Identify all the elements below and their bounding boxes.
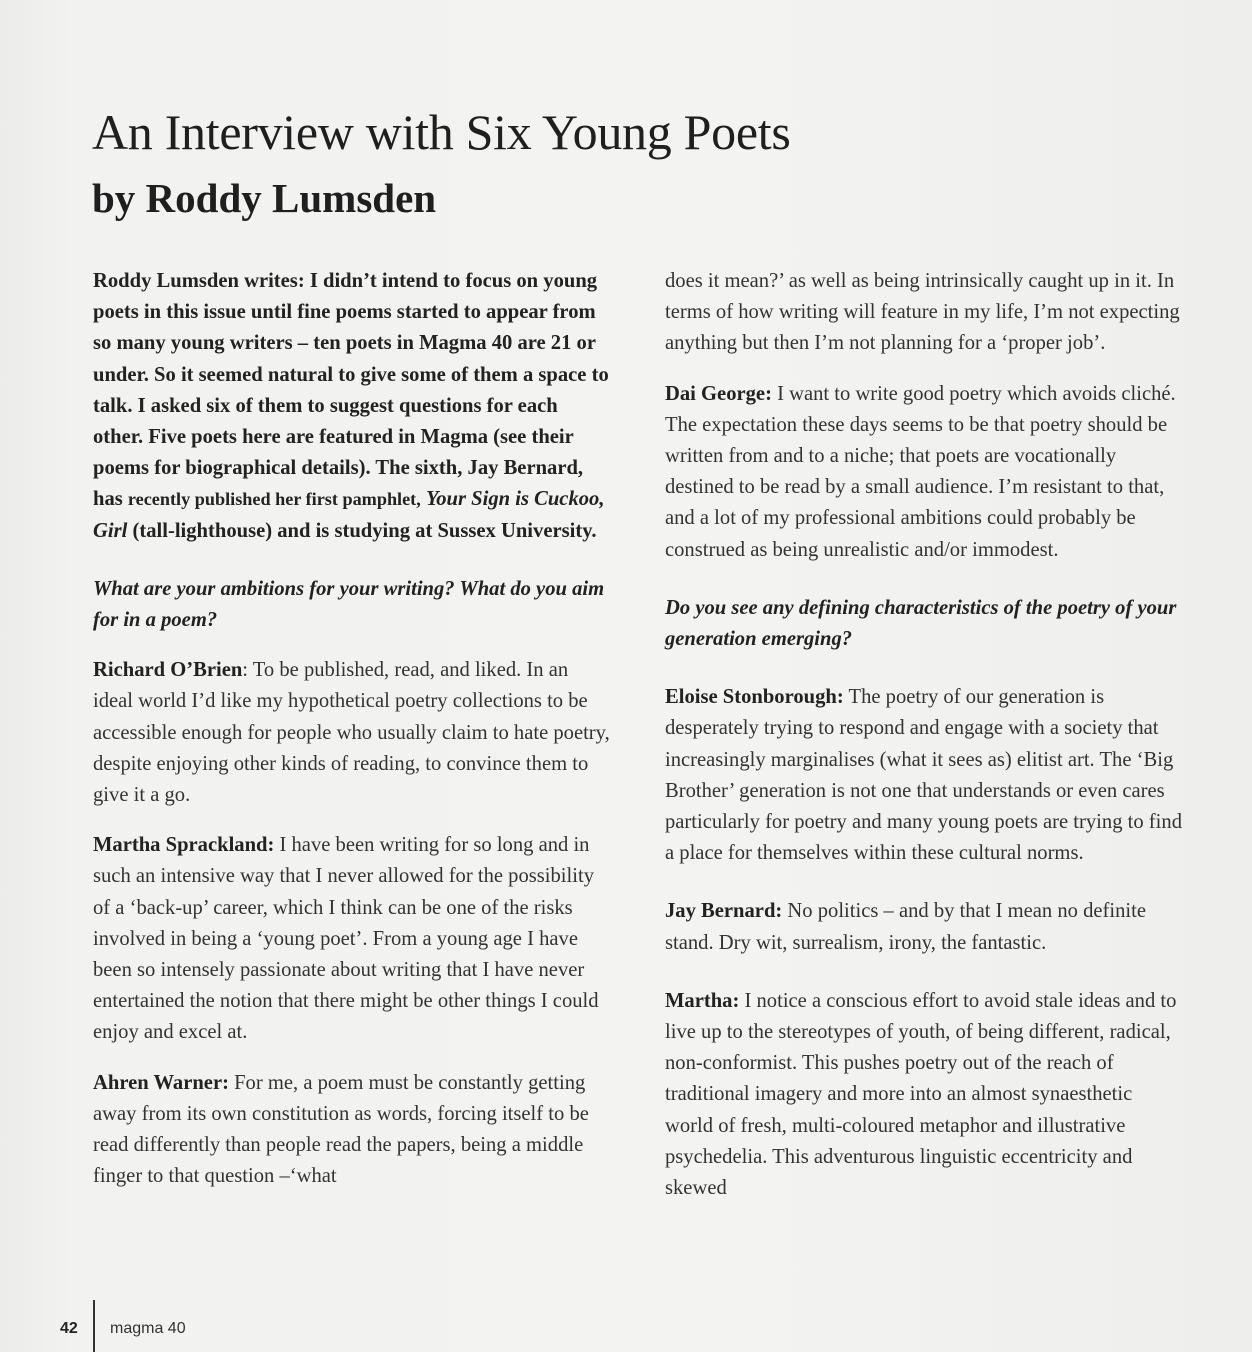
answer-warner-continued: does it mean?’ as well as being intrinsically caught up in it. In terms of how writing will feature in my life, I’m not expecting anything but then I’m not planning for a ‘proper job’. — [665, 270, 1180, 355]
intro-tail: (tall-lighthouse) and is studying at Sussex University. — [132, 519, 597, 542]
answer-text: The poetry of our generation is desperately trying to respond and engage with a society that increasingly marginalises (what it sees as) elitist art. The ‘Big Brother’ generation is not one that understands or even cares particularly for poetry and many young poets are trying to find a place for themselves within these cultural norms. — [665, 686, 1182, 865]
speaker-name: Jay Bernard: — [665, 900, 783, 923]
answer-text: I notice a conscious effort to avoid stale ideas and to live up to the stereotypes of youth, of being different, radical, non-conformist. This pushes poetry out of the reach of traditional imagery and more into an almost synaesthetic world of fresh, multi-coloured metaphor and illustrative psychedelia. This adventurous linguistic eccentricity and skewed — [665, 989, 1177, 1200]
left-column — [93, 266, 611, 1192]
magazine-issue: magma 40 — [110, 1320, 186, 1337]
question-ambitions: What are your ambitions for your writing? What do you aim for in a poem? — [93, 577, 605, 632]
page-number: 42 — [60, 1320, 78, 1337]
answer-george — [665, 379, 1183, 566]
intro-text: Roddy Lumsden writes: I didn’t intend to focus on young poets in this issue until fine poems started to appear from so many young writers – ten poets in Magma 40 are 21 or under. So it seemed natural to give some of them a space to talk. I asked six of them to suggest questions for each other. Five poets here are featured in Magma (see their poems for biographical details). The sixth, Jay Bernard, has — [93, 270, 609, 511]
speaker-name: Dai George: — [665, 382, 772, 405]
page-footer — [0, 1300, 260, 1352]
pamphlet-title: Your Sign is Cuckoo, Girl — [93, 488, 605, 542]
answer-obrien — [93, 655, 611, 811]
answer-text: I have been writing for so long and in such an intensive way that I never allowed for the possibility of a ‘back-up’ career, which I think can be one of the risks involved in being a ‘young poet’. From a young age I have been so intensely passionate about writing that I have never entertained the notion that there might be other things I could enjoy and excel at. — [93, 834, 599, 1044]
speaker-name: Ahren Warner: — [93, 1071, 229, 1094]
right-column — [665, 266, 1183, 1204]
article-title: An Interview with Six Young Poets — [92, 104, 791, 160]
article-byline: by Roddy Lumsden — [92, 175, 437, 221]
question-generation: Do you see any defining characteristics of the poetry of your generation emerging? — [665, 596, 1177, 651]
intro-paragraph — [93, 266, 611, 547]
answer-warner — [93, 1068, 611, 1193]
speaker-name: Eloise Stonborough: — [665, 686, 844, 709]
intro-fine-text: recently published her first pamphlet, — [127, 489, 421, 510]
answer-sprackland — [93, 830, 611, 1048]
speaker-name: Richard O’Brien — [93, 659, 243, 682]
answer-martha — [665, 986, 1183, 1204]
answer-text: I want to write good poetry which avoids cliché. The expectation these days seems to be that poetry should be written from and to a niche; that poets are vocationally destined to be read by a small audience. I’m resistant to that, and a lot of my professional ambitions could probably be construed as being unrealistic and/or immodest. — [665, 382, 1176, 561]
answer-stonborough — [665, 682, 1183, 869]
speaker-name: Martha: — [665, 989, 740, 1012]
speaker-name: Martha Sprackland: — [93, 834, 275, 857]
answer-text: : To be published, read, and liked. In an ideal world I’d like my hypothetical poetry collections to be accessible enough for people who usually claim to hate poetry, despite enjoying other kinds of reading, to convince them to give it a go. — [93, 659, 610, 807]
answer-text: For me, a poem must be constantly getting away from its own constitution as words, forcing itself to be read differently than people read the papers, being a middle finger to that question –‘what — [93, 1071, 589, 1188]
answer-bernard — [665, 896, 1183, 958]
answer-text: No politics – and by that I mean no definite stand. Dry wit, surrealism, irony, the fantastic. — [665, 900, 1147, 954]
footer-divider — [93, 1300, 95, 1352]
